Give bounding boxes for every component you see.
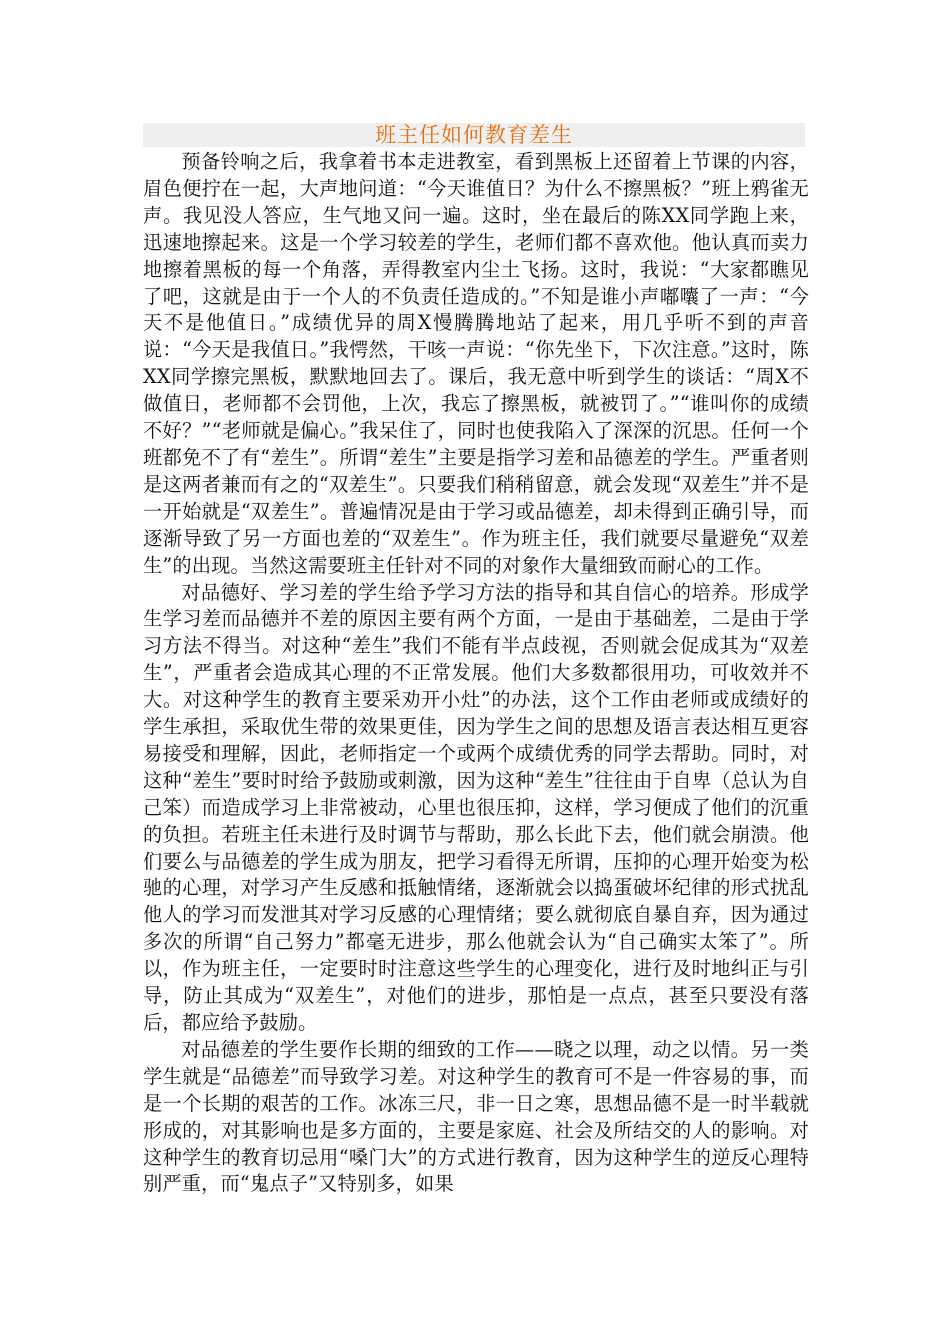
document-body [143, 149, 809, 1198]
document-title: 班主任如何教育差生 [375, 123, 573, 147]
paragraph-2: 对品德好、学习差的学生给予学习方法的指导和其自信心的培养。形成学生学习差而品德并不差的原因主要有两个方面，一是由于基础差，二是由于学习方法不得当。对这种“差生”我们不能有半点歧视，否则就会促成其为“双差生”，严重者会造成其心理的不正常发展。他们大多数都很用功，可收效并不大。对这种学生的教育主要采劝开小灶”的办法，这个工作由老师或成绩好的学生承担，采取优生带的效果更佳，因为学生之间的思想及语言表达相互更容易接受和理解，因此，老师指定一个或两个成绩优秀的同学去帮助。同时，对这种“差生”要时时给予鼓励或刺激，因为这种“差生”往往由于自卑（总认为自己笨）而造成学习上非常被动，心里也很压抑，这样，学习便成了他们的沉重的负担。若班主任未进行及时调节与帮助，那么长此下去，他们就会崩溃。他们要么与品德差的学生成为朋友，把学习看得无所谓，压抑的心理开始变为松驰的心理，对学习产生反感和抵触情绪，逐渐就会以捣蛋破坏纪律的形式扰乱他人的学习而发泄其对学习反感的心理情绪；要么就彻底自暴自弃，因为通过多次的所谓“自己努力”都毫无进步，那么他就会认为“自己确实太笨了”。所以，作为班主任，一定要时时注意这些学生的心理变化，进行及时地纠正与引导，防止其成为“双差生”，对他们的进步，那怕是一点点，甚至只要没有落后，都应给予鼓励。 [143, 580, 809, 1034]
paragraph-1: 预备铃响之后，我拿着书本走进教室，看到黑板上还留着上节课的内容，眉色便拧在一起，大声地问道：“今天谁值日？为什么不擦黑板？”班上鸦雀无声。我见没人答应，生气地又问一遍。这时，坐在最后的陈XX同学跑上来，迅速地擦起来。这是一个学习较差的学生，老师们都不喜欢他。他认真而卖力地擦着黑板的每一个角落，弄得教室内尘土飞扬。这时，我说：“大家都瞧见了吧，这就是由于一个人的不负责任造成的。”不知是谁小声嘟囔了一声：“今天不是他值日。”成绩优异的周X慢腾腾地站了起来，用几乎听不到的声音说：“今天是我值日。”我愕然，干咳一声说：“你先坐下，下次注意。”这时，陈XX同学擦完黑板，默默地回去了。课后，我无意中听到学生的谈话：“周X不做值日，老师都不会罚他，上次，我忘了擦黑板，就被罚了。”“谁叫你的成绩不好？”“老师就是偏心。”我呆住了，同时也使我陷入了深深的沉思。任何一个班都免不了有“差生”。所谓“差生”主要是指学习差和品德差的学生。严重者则是这两者兼而有之的“双差生”。只要我们稍稍留意，就会发现“双差生”并不是一开始就是“双差生”。普遍情况是由于学习或品德差，却未得到正确引导，而逐渐导致了另一方面也差的“双差生”。作为班主任，我们就要尽量避免“双差生”的出现。当然这需要班主任针对不同的对象作大量细致而耐心的工作。 [143, 150, 809, 577]
paragraph-3: 对品德差的学生要作长期的细致的工作——晓之以理，动之以情。另一类学生就是“品德差”而导致学习差。对这种学生的教育可不是一件容易的事，而是一个长期的艰苦的工作。冰冻三尺，非一日之寒，思想品德不是一时半载就形成的，对其影响也是多方面的，主要是家庭、社会及所结交的人的影响。对这种学生的教育切忌用“嗓门大”的方式进行教育，因为这种学生的逆反心理特别严重，而“鬼点子”又特别多，如果 [143, 1037, 809, 1196]
title-bar [143, 123, 805, 147]
